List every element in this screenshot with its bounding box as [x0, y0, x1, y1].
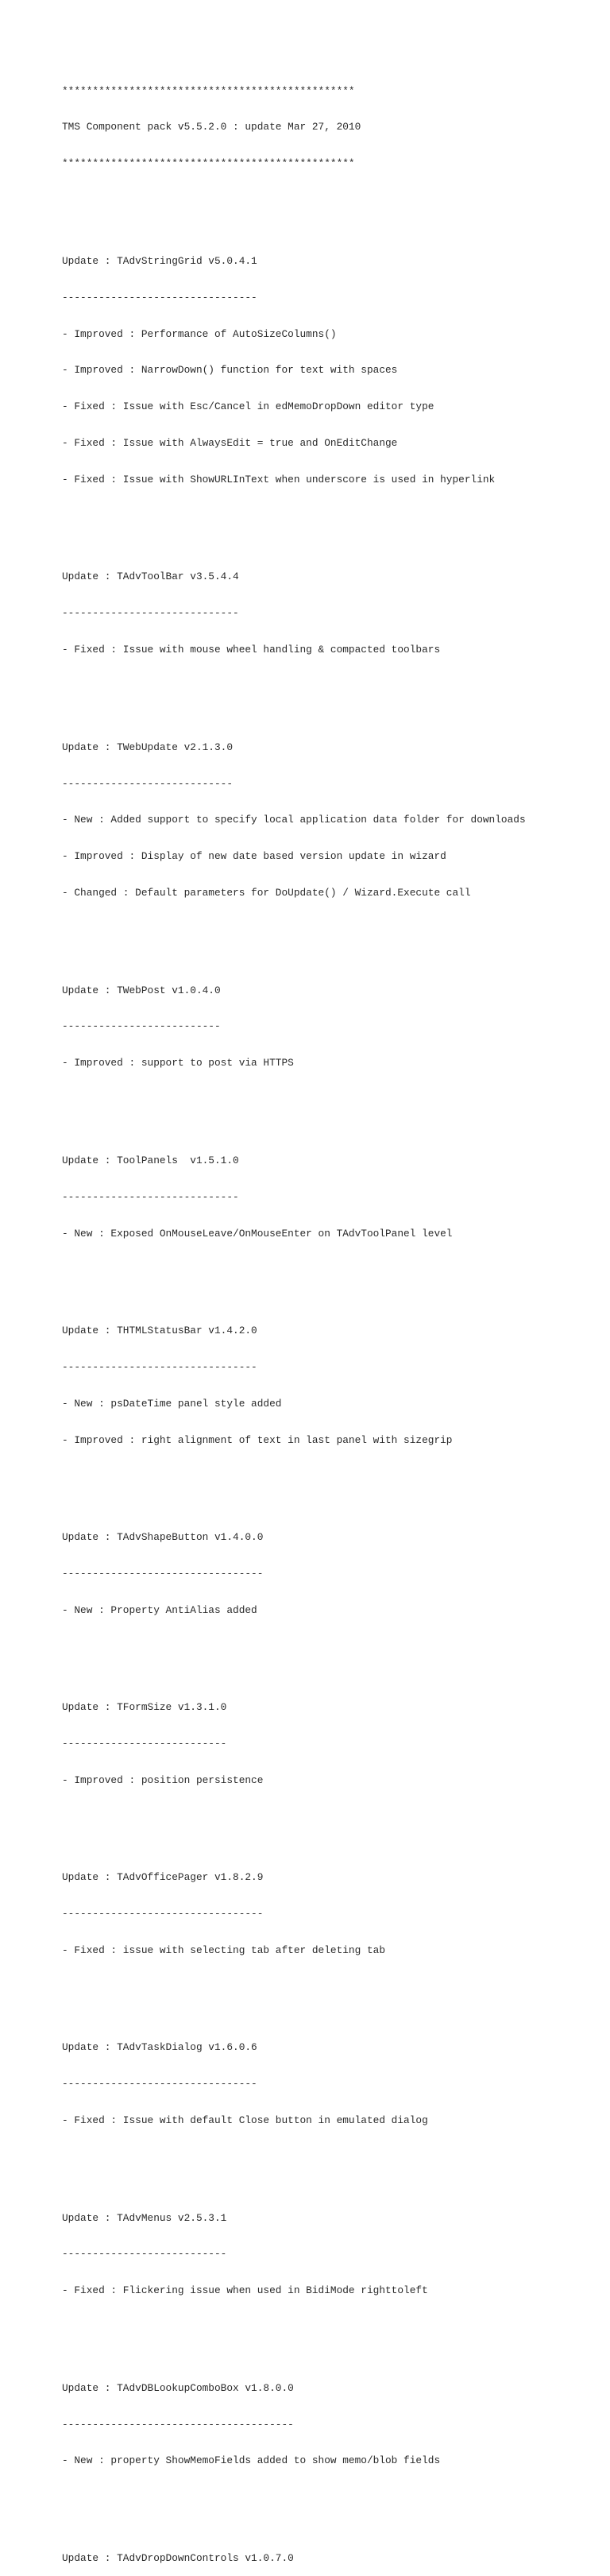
- changelog-item: - Fixed : Issue with AlwaysEdit = true and OnEditChange: [62, 437, 398, 450]
- blank-line: [62, 1811, 602, 1823]
- section-heading: Update : TAdvTaskDialog v1.6.0.6: [62, 2041, 257, 2054]
- blank-line: [62, 1641, 602, 1653]
- section-heading: Update : TWebUpdate v2.1.3.0: [62, 741, 234, 753]
- section-heading: Update : TAdvShapeButton v1.4.0.0: [62, 1530, 264, 1543]
- section-heading: Update : ToolPanels v1.5.1.0: [62, 1154, 239, 1166]
- section-underline: --------------------------------: [62, 291, 257, 304]
- section-heading: Update : TAdvDropDownControls v1.0.7.0: [62, 2551, 294, 2564]
- changelog-item: - New : Property AntiAlias added: [62, 1603, 257, 1616]
- section-heading: Update : TAdvDBLookupComboBox v1.8.0.0: [62, 2381, 294, 2394]
- section-underline: ---------------------------------: [62, 1908, 264, 1920]
- blank-line: [62, 680, 602, 692]
- blank-line: [62, 510, 602, 522]
- changelog-item: - Fixed : Issue with mouse wheel handling & compacted toolbars: [62, 644, 441, 656]
- header-rule-top: ************************************************: [62, 84, 355, 97]
- section-heading: Update : TAdvToolBar v3.5.4.4: [62, 571, 239, 583]
- changelog-item: - Improved : position persistence: [62, 1773, 264, 1786]
- changelog-item: - Fixed : issue with selecting tab after deleting tab: [62, 1944, 386, 1957]
- section-heading: Update : TAdvMenus v2.5.3.1: [62, 2211, 227, 2224]
- header-title: TMS Component pack v5.5.2.0 : update Mar 27, 2010: [62, 121, 361, 133]
- header-rule-bottom: ************************************************: [62, 157, 355, 170]
- section-underline: --------------------------------------: [62, 2418, 294, 2431]
- blank-line: [62, 1263, 602, 1275]
- section-underline: --------------------------: [62, 1020, 221, 1033]
- blank-line: [62, 194, 602, 206]
- blank-line: [62, 923, 602, 935]
- section-underline: ---------------------------: [62, 1737, 227, 1750]
- section-underline: -----------------------------: [62, 1190, 239, 1203]
- changelog-item: - Fixed : Issue with default Close button in emulated dialog: [62, 2114, 428, 2127]
- changelog-item: - Fixed : Issue with Esc/Cancel in edMemoDropDown editor type: [62, 400, 434, 413]
- blank-line: [62, 1981, 602, 1993]
- section-underline: -----------------------------: [62, 607, 239, 620]
- section-underline: ----------------------------: [62, 777, 234, 790]
- section-heading: Update : THTMLStatusBar v1.4.2.0: [62, 1324, 257, 1336]
- blank-line: [62, 1470, 602, 1482]
- blank-line: [62, 2491, 602, 2503]
- changelog-item: - Fixed : Issue with ShowURLInText when underscore is used in hyperlink: [62, 474, 496, 486]
- section-heading: Update : TAdvStringGrid v5.0.4.1: [62, 254, 257, 267]
- changelog-item: - Improved : Display of new date based version update in wizard: [62, 850, 446, 863]
- section-heading: Update : TFormSize v1.3.1.0: [62, 1701, 227, 1714]
- changelog-item: - Fixed : Flickering issue when used in BidiMode righttoleft: [62, 2284, 428, 2297]
- changelog-item: - New : property ShowMemoFields added to show memo/blob fields: [62, 2454, 441, 2467]
- changelog-item: - Improved : Performance of AutoSizeColumns(): [62, 327, 337, 340]
- section-underline: ---------------------------: [62, 2248, 227, 2261]
- changelog-item: - Changed : Default parameters for DoUpdate() / Wizard.Execute call: [62, 887, 471, 899]
- blank-line: [62, 2151, 602, 2163]
- changelog-document: [62, 60, 602, 2576]
- section-heading: Update : TAdvOfficePager v1.8.2.9: [62, 1871, 264, 1884]
- changelog-item: - Improved : support to post via HTTPS: [62, 1057, 294, 1069]
- section-underline: ---------------------------------: [62, 1567, 264, 1580]
- blank-line: [62, 1093, 602, 1105]
- changelog-item: - Improved : NarrowDown() function for text with spaces: [62, 364, 398, 377]
- changelog-item: - Improved : right alignment of text in last panel with sizegrip: [62, 1433, 453, 1446]
- blank-line: [62, 2321, 602, 2333]
- section-underline: --------------------------------: [62, 2078, 257, 2091]
- changelog-item: - New : psDateTime panel style added: [62, 1397, 282, 1410]
- section-underline: --------------------------------: [62, 1360, 257, 1373]
- changelog-item: - New : Exposed OnMouseLeave/OnMouseEnter on TAdvToolPanel level: [62, 1227, 453, 1240]
- changelog-item: - New : Added support to specify local application data folder for downloads: [62, 814, 526, 826]
- section-heading: Update : TWebPost v1.0.4.0: [62, 984, 221, 996]
